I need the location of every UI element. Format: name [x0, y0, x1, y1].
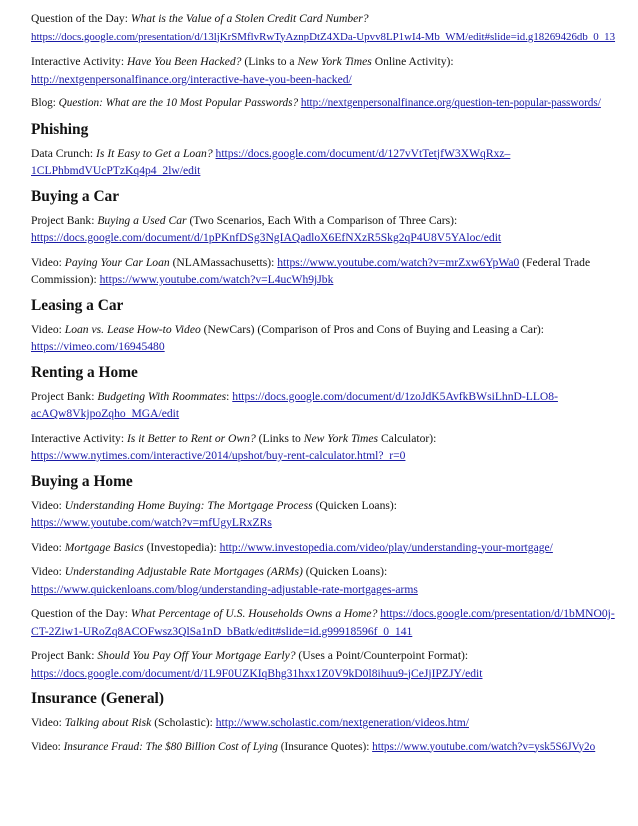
resource-link-secondary[interactable]: https://www.youtube.com/watch?v=L4ucWh9jJbk: [99, 273, 334, 286]
resource-link[interactable]: https://docs.google.com/presentation/d/13ljKrSMflvRwTyAznpDtZ4XDa-Upvv8LP1wI4-Mb_WM/edit#slide=id.g18269426db_0_13: [31, 30, 616, 43]
label-prefix: Interactive Activity:: [31, 431, 127, 445]
label-prefix: Data Crunch:: [31, 146, 97, 160]
source-name: New York Times: [303, 431, 379, 445]
resource-title: Budgeting With Roommates: [97, 389, 227, 403]
label-prefix: Question of the Day:: [31, 607, 131, 620]
resource-title: Have You Been Hacked?: [126, 55, 242, 68]
video-loan-vs-lease: [31, 321, 617, 356]
resource-title: Question: What are the 10 Most Popular Passwords?: [58, 97, 299, 109]
text-fragment: (Links to a: [241, 55, 298, 68]
blog-popular-passwords: [31, 95, 617, 113]
resource-title: What is the Value of a Stolen Credit Card Number?: [130, 12, 369, 25]
section-heading-buying-car: Buying a Car: [31, 187, 120, 205]
resource-title: Paying Your Car Loan: [64, 255, 170, 269]
resource-link[interactable]: https://docs.google.com/document/d/1L9F0UZKIqBhg31hxx1Z0V9kD0l8ihuu9-jCeJjIPZJY/edit: [31, 666, 483, 680]
project-bank-used-car: [31, 212, 617, 247]
video-paying-car-loan: [31, 254, 617, 289]
interactive-rent-or-own: [31, 430, 617, 465]
interactive-have-you-been-hacked: [31, 53, 617, 88]
resource-link[interactable]: http://www.investopedia.com/video/play/understanding-your-mortgage/: [219, 540, 553, 554]
resource-title: Buying a Used Car: [97, 213, 187, 227]
question-of-day-homeownership: [31, 605, 617, 640]
project-bank-roommates: [31, 388, 617, 423]
project-bank-mortgage-early: [31, 647, 617, 682]
resource-link[interactable]: http://nextgenpersonalfinance.org/interactive-have-you-been-hacked/: [31, 72, 352, 86]
resource-link[interactable]: https://www.youtube.com/watch?v=mfUgyLRxZRs: [31, 516, 272, 529]
text-fragment: (Quicken Loans):: [302, 565, 388, 578]
label-prefix: Project Bank:: [31, 389, 98, 403]
text-fragment: (Uses a Point/Counterpoint Format):: [295, 649, 469, 662]
resource-link[interactable]: https://www.nytimes.com/interactive/2014/upshot/buy-rent-calculator.html?_r=0: [31, 449, 406, 462]
source-name: New York Times: [297, 55, 372, 68]
label-prefix: Interactive Activity:: [31, 55, 127, 68]
section-heading-buying-home: Buying a Home: [31, 472, 133, 490]
text-fragment: (Quicken Loans):: [312, 498, 397, 512]
video-mortgage-basics: [31, 539, 617, 557]
resource-title: Mortgage Basics: [64, 540, 144, 554]
resource-link[interactable]: https://docs.google.com/presentation/d/1bMNO0j-CT-2Ziw1-URoZq8ACOFwsz3QlSa1nD_bBatk/edit#slide=id.g99918596f_0_141: [31, 607, 615, 638]
text-fragment: Online Activity):: [371, 55, 454, 68]
text-fragment: (NLAMassachusetts):: [169, 255, 278, 269]
video-adjustable-rate-mortgages: [31, 563, 617, 598]
label-prefix: Video:: [31, 716, 65, 729]
label-prefix: Video:: [31, 565, 65, 578]
resource-link[interactable]: https://vimeo.com/16945480: [31, 340, 165, 353]
resource-link[interactable]: https://docs.google.com/document/d/1pPKnfDSg3NgIAQadloX6EfNXzR5Skg2qP4U8V5YAloc/edit: [31, 231, 502, 244]
resource-link[interactable]: http://nextgenpersonalfinance.org/question-ten-popular-passwords/: [300, 97, 601, 109]
label-prefix: Video:: [31, 540, 65, 554]
video-talking-about-risk: [31, 714, 617, 732]
text-fragment: :: [226, 389, 233, 403]
document-page: [31, 10, 617, 763]
video-home-buying-process: [31, 497, 617, 532]
resource-title: What Percentage of U.S. Households Owns a Home?: [130, 607, 378, 620]
text-fragment: (Federal Trade Commission):: [31, 255, 591, 286]
section-heading-phishing: Phishing: [31, 120, 89, 138]
label-prefix: Video:: [31, 322, 65, 336]
resource-title: Understanding Home Buying: The Mortgage Process: [64, 498, 313, 512]
label-prefix: Project Bank:: [31, 649, 98, 662]
text-fragment: (Two Scenarios, Each With a Comparison of Three Cars):: [186, 213, 458, 227]
resource-title: Is It Easy to Get a Loan?: [96, 146, 213, 160]
resource-link[interactable]: https://docs.google.com/document/d/127vVtTetjfW3XWqRxz–1CLPhbmdVUcPTzKq4p4_2lw/edit: [31, 146, 511, 177]
text-fragment: (Investopedia):: [143, 540, 220, 554]
resource-title: Loan vs. Lease How-to Video: [64, 322, 201, 336]
section-heading-leasing-car: Leasing a Car: [31, 296, 124, 314]
text-fragment: (NewCars) (Comparison of Pros and Cons of Buying and Leasing a Car):: [200, 322, 545, 336]
resource-title: Is it Better to Rent or Own?: [126, 431, 256, 445]
section-heading-insurance: Insurance (General): [31, 690, 164, 707]
text-fragment: (Insurance Quotes):: [277, 740, 373, 753]
question-of-day-stolen-card: [31, 10, 617, 46]
section-heading-renting-home: Renting a Home: [31, 363, 138, 381]
resource-link[interactable]: https://www.quickenloans.com/blog/understanding-adjustable-rate-mortgages-arms: [31, 582, 418, 596]
label-prefix: Video:: [31, 740, 64, 753]
label-prefix: Question of the Day:: [31, 12, 131, 25]
text-fragment: Calculator):: [378, 431, 437, 445]
label-prefix: Blog:: [31, 97, 59, 109]
text-fragment: (Links to: [255, 431, 304, 445]
resource-link[interactable]: https://docs.google.com/document/d/1zoJdK5AvfkBWsiLhnD-LLO8-acAQw8VkjpoZqho_MGA/edit: [31, 389, 558, 420]
label-prefix: Video:: [31, 255, 65, 269]
data-crunch-easy-loan: [31, 145, 617, 180]
resource-link[interactable]: https://www.youtube.com/watch?v=ysk5S6JVy2o: [372, 740, 596, 753]
resource-link[interactable]: http://www.scholastic.com/nextgeneration/videos.htm/: [215, 716, 469, 729]
label-prefix: Project Bank:: [31, 213, 98, 227]
label-prefix: Video:: [31, 498, 65, 512]
video-insurance-fraud: [31, 739, 617, 757]
resource-link[interactable]: https://www.youtube.com/watch?v=mrZxw6YpWa0: [277, 255, 520, 269]
resource-title: Insurance Fraud: The $80 Billion Cost of Lying: [63, 740, 278, 753]
resource-title: Understanding Adjustable Rate Mortgages (ARMs): [64, 565, 303, 578]
resource-title: Should You Pay Off Your Mortgage Early?: [97, 649, 296, 662]
text-fragment: (Scholastic):: [151, 716, 216, 729]
resource-title: Talking about Risk: [64, 716, 152, 729]
